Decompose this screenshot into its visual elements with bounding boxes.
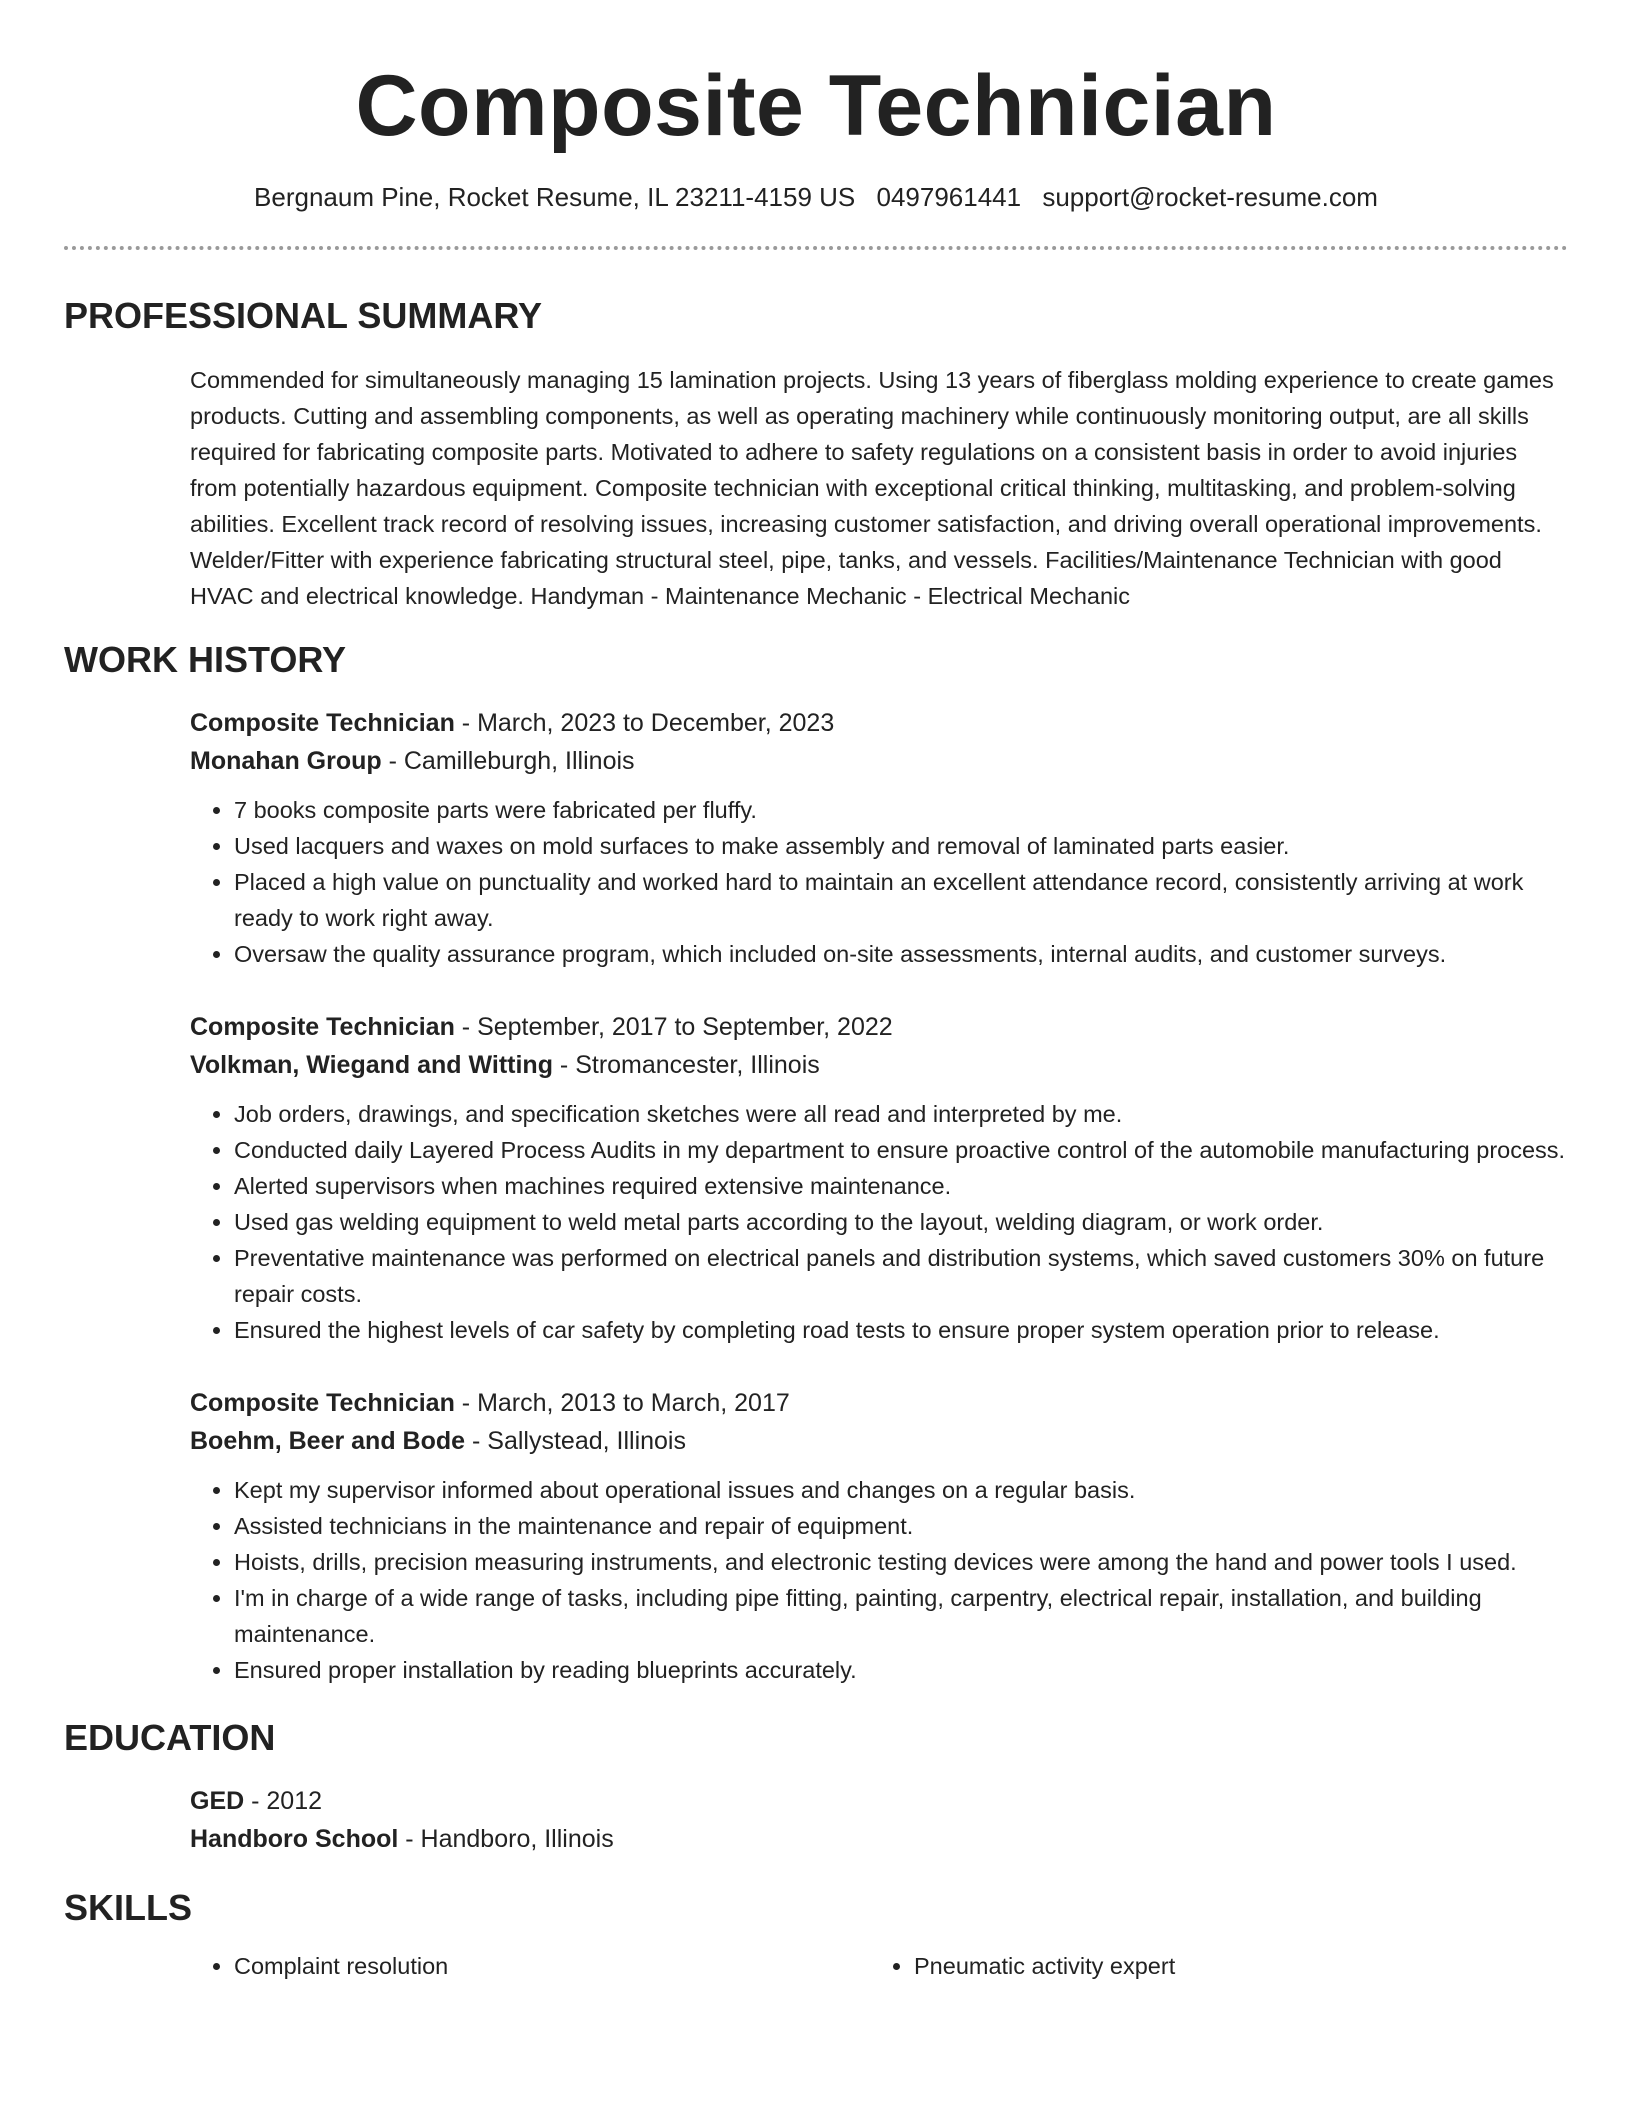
- job-title-line: [190, 704, 1568, 742]
- job-location: - Camilleburgh, Illinois: [381, 747, 635, 775]
- work-history-section: [64, 638, 1568, 1688]
- job-bullet: • 7 books composite parts were fabricated per fluffy.: [234, 792, 1568, 828]
- job-title-line: [190, 1008, 1568, 1046]
- job-bullet: • Alerted supervisors when machines required extensive maintenance.: [234, 1168, 1568, 1204]
- job-location: - Stromancester, Illinois: [552, 1051, 820, 1079]
- skills-heading: SKILLS: [64, 1887, 193, 1928]
- education-school: Handboro School: [190, 1825, 399, 1853]
- job-company-line: [190, 1422, 1568, 1460]
- summary-text: Commended for simultaneously managing 15 lamination projects. Using 13 years of fiberglass molding experience to create games products. Cutting and assembling components, as well as operating machinery while continuously monitoring output, are all skills required for fabricating composite parts. Motivated to adhere to safety regulations on a consistent basis in order to avoid injuries from potentially hazardous equipment. Composite technician with exceptional critical thinking, multitasking, and problem-solving abilities. Excellent track record of resolving issues, increasing customer satisfaction, and driving overall operational improvements. Welder/Fitter with experience fabricating structural steel, pipe, tanks, and vessels. Facilities/Maintenance Technician with good HVAC and electrical knowledge. Handyman - Maintenance Mechanic - Electrical Mechanic: [190, 367, 1554, 609]
- job-bullet: • I'm in charge of a wide range of tasks, including pipe fitting, painting, carpentry, electrical repair, installation, and building maintenance.: [234, 1580, 1568, 1652]
- job-bullet: • Ensured the highest levels of car safety by completing road tests to ensure proper system operation prior to release.: [234, 1312, 1568, 1348]
- resume-page: [64, 0, 1568, 1984]
- job-dates: - March, 2013 to March, 2017: [454, 1389, 790, 1417]
- job-bullets: [190, 1472, 1568, 1688]
- job-bullet: • Oversaw the quality assurance program, which included on-site assessments, internal audits, and customer surveys.: [234, 936, 1568, 972]
- summary-section: [64, 294, 1568, 614]
- job-entry: [190, 704, 1568, 972]
- education-location: - Handboro, Illinois: [398, 1825, 614, 1853]
- job-company-line: [190, 742, 1568, 780]
- header-divider: [64, 246, 1568, 250]
- resume-name: Composite Technician: [355, 58, 1277, 154]
- job-title: Composite Technician: [190, 1389, 455, 1417]
- education-section: [64, 1716, 1568, 1858]
- job-bullets: [190, 792, 1568, 972]
- job-company-line: [190, 1046, 1568, 1084]
- job-bullet: • Placed a high value on punctuality and worked hard to maintain an excellent attendance record, consistently arriving at work ready to work right away.: [234, 864, 1568, 936]
- job-bullet: • Preventative maintenance was performed on electrical panels and distribution systems, which saved customers 30% on future repair costs.: [234, 1240, 1568, 1312]
- job-bullet: • Used gas welding equipment to weld metal parts according to the layout, welding diagram, or work order.: [234, 1204, 1568, 1240]
- job-bullet: • Ensured proper installation by reading blueprints accurately.: [234, 1652, 1568, 1688]
- job-bullet: • Assisted technicians in the maintenance and repair of equipment.: [234, 1508, 1568, 1544]
- job-bullet: • Used lacquers and waxes on mold surfaces to make assembly and removal of laminated parts easier.: [234, 828, 1568, 864]
- job-dates: - March, 2023 to December, 2023: [454, 709, 835, 737]
- contact-email: support@rocket-resume.com: [1042, 182, 1378, 212]
- job-bullet: • Conducted daily Layered Process Audits in my department to ensure proactive control of the automobile manufacturing process.: [234, 1132, 1568, 1168]
- contact-phone: 0497961441: [876, 182, 1022, 212]
- job-title-line: [190, 1384, 1568, 1422]
- education-degree-line: [190, 1782, 1568, 1820]
- education-school-line: [190, 1820, 1568, 1858]
- job-bullet: • Hoists, drills, precision measuring instruments, and electronic testing devices were among the hand and power tools I used.: [234, 1544, 1568, 1580]
- job-title: Composite Technician: [190, 709, 455, 737]
- skills-column-left: [190, 1948, 870, 1984]
- education-degree: GED: [190, 1787, 245, 1815]
- job-company: Volkman, Wiegand and Witting: [190, 1051, 553, 1079]
- job-bullets: [190, 1096, 1568, 1348]
- job-location: - Sallystead, Illinois: [465, 1427, 686, 1455]
- job-bullet: • Kept my supervisor informed about operational issues and changes on a regular basis.: [234, 1472, 1568, 1508]
- skill-item: • Complaint resolution: [234, 1948, 870, 1984]
- education-entry: [190, 1782, 1568, 1858]
- summary-heading: PROFESSIONAL SUMMARY: [64, 295, 543, 336]
- work-history-heading: WORK HISTORY: [64, 639, 347, 680]
- job-title: Composite Technician: [190, 1013, 455, 1041]
- job-company: Monahan Group: [190, 747, 382, 775]
- job-company: Boehm, Beer and Bode: [190, 1427, 466, 1455]
- skills-section: [64, 1886, 1568, 1984]
- job-entry: [190, 1384, 1568, 1688]
- job-bullet: • Job orders, drawings, and specification sketches were all read and interpreted by me.: [234, 1096, 1568, 1132]
- contact-info: [64, 180, 1568, 214]
- skills-column-right: [870, 1948, 1550, 1984]
- skill-item: • Pneumatic activity expert: [914, 1948, 1550, 1984]
- education-heading: EDUCATION: [64, 1717, 276, 1758]
- job-entry: [190, 1008, 1568, 1348]
- contact-address: Bergnaum Pine, Rocket Resume, IL 23211-4159 US: [254, 182, 856, 212]
- education-year: - 2012: [244, 1787, 323, 1815]
- skills-grid: [190, 1948, 1568, 1984]
- job-dates: - September, 2017 to September, 2022: [454, 1013, 893, 1041]
